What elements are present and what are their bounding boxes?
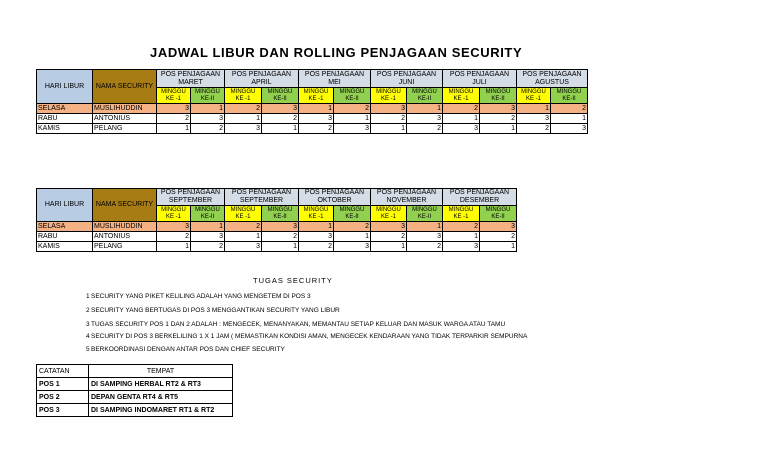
day-cell: KAMIS (37, 124, 93, 134)
security-name-cell: MUSLIHUDDIN (93, 104, 157, 114)
month-header: POS PENJAGAAN NOVEMBER (371, 189, 443, 206)
month-header: POS PENJAGAAN SEPTEMBER (157, 189, 225, 206)
pos-number-cell: 3 (262, 104, 299, 114)
pos-number-cell: 3 (480, 222, 517, 232)
pos-number-cell: 1 (225, 232, 262, 242)
pos-number-cell: 2 (407, 242, 443, 252)
month-header: POS PENJAGAAN AGUSTUS (517, 70, 588, 88)
week2-header: MINGGU KE-II (262, 206, 299, 222)
pos-number-cell: 2 (551, 104, 588, 114)
header-hari-libur: HARI LIBUR (37, 70, 93, 104)
security-name-cell: PELANG (93, 242, 157, 252)
pos-number-cell: 3 (299, 232, 334, 242)
week1-header: MINGGU KE -1 (299, 88, 334, 104)
week2-header: MINGGU KE-II (407, 88, 443, 104)
pos-number-cell: 3 (225, 242, 262, 252)
week1-header: MINGGU KE -1 (157, 206, 191, 222)
pos-number-cell: 1 (407, 222, 443, 232)
pos-number-cell: 1 (480, 124, 517, 134)
pos-number-cell: 1 (225, 114, 262, 124)
pos-number-cell: 2 (191, 242, 225, 252)
day-cell: SELASA (37, 104, 93, 114)
week1-header: MINGGU KE -1 (225, 88, 262, 104)
day-cell: KAMIS (37, 242, 93, 252)
pos-number-cell: 3 (371, 104, 407, 114)
week2-header: MINGGU KE-II (191, 88, 225, 104)
week1-header: MINGGU KE -1 (517, 88, 551, 104)
pos-number-cell: 2 (443, 222, 480, 232)
security-name-cell: ANTONIUS (93, 232, 157, 242)
day-cell: RABU (37, 114, 93, 124)
week2-header: MINGGU KE-II (191, 206, 225, 222)
table-row (37, 232, 517, 242)
week2-header: MINGGU KE-II (480, 88, 517, 104)
pos-number-cell: 2 (299, 124, 334, 134)
pos-number-cell: 3 (480, 104, 517, 114)
pos-number-cell: 2 (371, 232, 407, 242)
pos-number-cell: 2 (225, 222, 262, 232)
week1-header: MINGGU KE -1 (299, 206, 334, 222)
task-item: 4SECURITY DI POS 3 BERKELILING 1 X 1 JAM ( MEMASTIKAN KONDISI AMAN, MENGECEK KENDARAAN YANG TIDAK TERPARKIR SEMPURNA (86, 333, 528, 340)
pos-number-cell: 2 (262, 114, 299, 124)
week1-header: MINGGU KE -1 (371, 88, 407, 104)
week1-header: MINGGU KE -1 (157, 88, 191, 104)
pos-number-cell: 2 (480, 232, 517, 242)
pos-number-cell: 1 (443, 232, 480, 242)
schedule-table-2 (36, 188, 517, 252)
day-cell: RABU (37, 232, 93, 242)
day-cell: SELASA (37, 222, 93, 232)
week1-header: MINGGU KE -1 (443, 88, 480, 104)
pos-number-cell: 3 (157, 104, 191, 114)
pos-number-cell: 1 (299, 104, 334, 114)
pos-number-cell: 2 (191, 124, 225, 134)
pos-number-cell: 3 (551, 124, 588, 134)
pos-number-cell: 2 (157, 114, 191, 124)
pos-number-cell: 1 (334, 114, 371, 124)
month-header: POS PENJAGAAN SEPTEMBER (225, 189, 299, 206)
page-title: JADWAL LIBUR DAN ROLLING PENJAGAAN SECURITY (150, 45, 523, 60)
task-item: 1SECURITY YANG PIKET KELILING ADALAH YANG MENGETEM DI POS 3 (86, 293, 311, 300)
pos-number-cell: 1 (371, 242, 407, 252)
pos-number-cell: 2 (443, 104, 480, 114)
security-name-cell: ANTONIUS (93, 114, 157, 124)
pos-number-cell: 1 (551, 114, 588, 124)
pos-number-cell: 3 (334, 242, 371, 252)
pos-number-cell: 2 (334, 222, 371, 232)
pos-number-cell: 1 (262, 124, 299, 134)
pos-number-cell: 1 (443, 114, 480, 124)
table-row: POS 2 DEPAN GENTA RT4 & RT5 (37, 391, 233, 404)
table-row: POS 1 DI SAMPING HERBAL RT2 & RT3 (37, 378, 233, 391)
table-row (37, 104, 588, 114)
task-item: 5BERKOORDINASI DENGAN ANTAR POS DAN CHIEF SECURITY (86, 346, 285, 353)
pos-location-table (36, 364, 233, 417)
week1-header: MINGGU KE -1 (371, 206, 407, 222)
pos-number-cell: 1 (371, 124, 407, 134)
pos-number-cell: 3 (407, 232, 443, 242)
pos-number-cell: 1 (517, 104, 551, 114)
table-row (37, 124, 588, 134)
pos-number-cell: 2 (157, 232, 191, 242)
header-hari-libur: HARI LIBUR (37, 189, 93, 222)
table-row (37, 222, 517, 232)
pos-number-cell: 3 (299, 114, 334, 124)
pos-number-cell: 3 (157, 222, 191, 232)
month-header: POS PENJAGAAN APRIL (225, 70, 299, 88)
pos-header-tempat: TEMPAT (89, 365, 233, 378)
month-header: POS PENJAGAAN JUNI (371, 70, 443, 88)
pos-number-cell: 2 (371, 114, 407, 124)
table-row (37, 242, 517, 252)
month-header: POS PENJAGAAN MARET (157, 70, 225, 88)
pos-number-cell: 3 (334, 124, 371, 134)
header-nama-security: NAMA SECURITY (93, 189, 157, 222)
pos-number-cell: 2 (517, 124, 551, 134)
week2-header: MINGGU KE-II (407, 206, 443, 222)
pos-number-cell: 3 (443, 124, 480, 134)
pos-number-cell: 3 (443, 242, 480, 252)
pos-number-cell: 3 (407, 114, 443, 124)
pos-header-catatan: CATATAN (37, 365, 89, 378)
pos-number-cell: 3 (225, 124, 262, 134)
security-name-cell: MUSLIHUDDIN (93, 222, 157, 232)
pos-number-cell: 1 (262, 242, 299, 252)
pos-number-cell: 1 (407, 104, 443, 114)
task-item: 2SECURITY YANG BERTUGAS DI POS 3 MENGGANTIKAN SECURITY YANG LIBUR (86, 307, 340, 314)
task-item: 3TUGAS SECURITY POS 1 DAN 2 ADALAH : MENGECEK, MENANYAKAN, MEMANTAU SETIAP KELUAR DAN MASUK WARGA ATAU TAMU (86, 321, 506, 328)
pos-number-cell: 1 (157, 124, 191, 134)
pos-number-cell: 1 (191, 222, 225, 232)
security-name-cell: PELANG (93, 124, 157, 134)
week1-header: MINGGU KE -1 (225, 206, 262, 222)
pos-number-cell: 2 (407, 124, 443, 134)
pos-number-cell: 3 (262, 222, 299, 232)
pos-number-cell: 2 (225, 104, 262, 114)
pos-number-cell: 2 (299, 242, 334, 252)
pos-number-cell: 1 (334, 232, 371, 242)
month-header: POS PENJAGAAN DESEMBER (443, 189, 517, 206)
table-row: POS 3 DI SAMPING INDOMARET RT1 & RT2 (37, 404, 233, 417)
week2-header: MINGGU KE-II (334, 88, 371, 104)
schedule-table-1 (36, 69, 588, 134)
pos-number-cell: 3 (191, 114, 225, 124)
header-nama-security: NAMA SECURITY (93, 70, 157, 104)
week2-header: MINGGU KE-II (262, 88, 299, 104)
table-row (37, 114, 588, 124)
pos-number-cell: 2 (262, 232, 299, 242)
month-header: POS PENJAGAAN MEI (299, 70, 371, 88)
pos-number-cell: 1 (299, 222, 334, 232)
pos-number-cell: 3 (191, 232, 225, 242)
pos-number-cell: 1 (191, 104, 225, 114)
week2-header: MINGGU KE-II (480, 206, 517, 222)
month-header: POS PENJAGAAN OKTOBER (299, 189, 371, 206)
pos-number-cell: 1 (480, 242, 517, 252)
week2-header: MINGGU KE-II (334, 206, 371, 222)
pos-number-cell: 2 (480, 114, 517, 124)
month-header: POS PENJAGAAN JULI (443, 70, 517, 88)
week2-header: MINGGU KE-II (551, 88, 588, 104)
pos-number-cell: 2 (334, 104, 371, 114)
week1-header: MINGGU KE -1 (443, 206, 480, 222)
pos-number-cell: 3 (517, 114, 551, 124)
tasks-title: TUGAS SECURITY (253, 276, 333, 285)
pos-number-cell: 3 (371, 222, 407, 232)
pos-number-cell: 1 (157, 242, 191, 252)
